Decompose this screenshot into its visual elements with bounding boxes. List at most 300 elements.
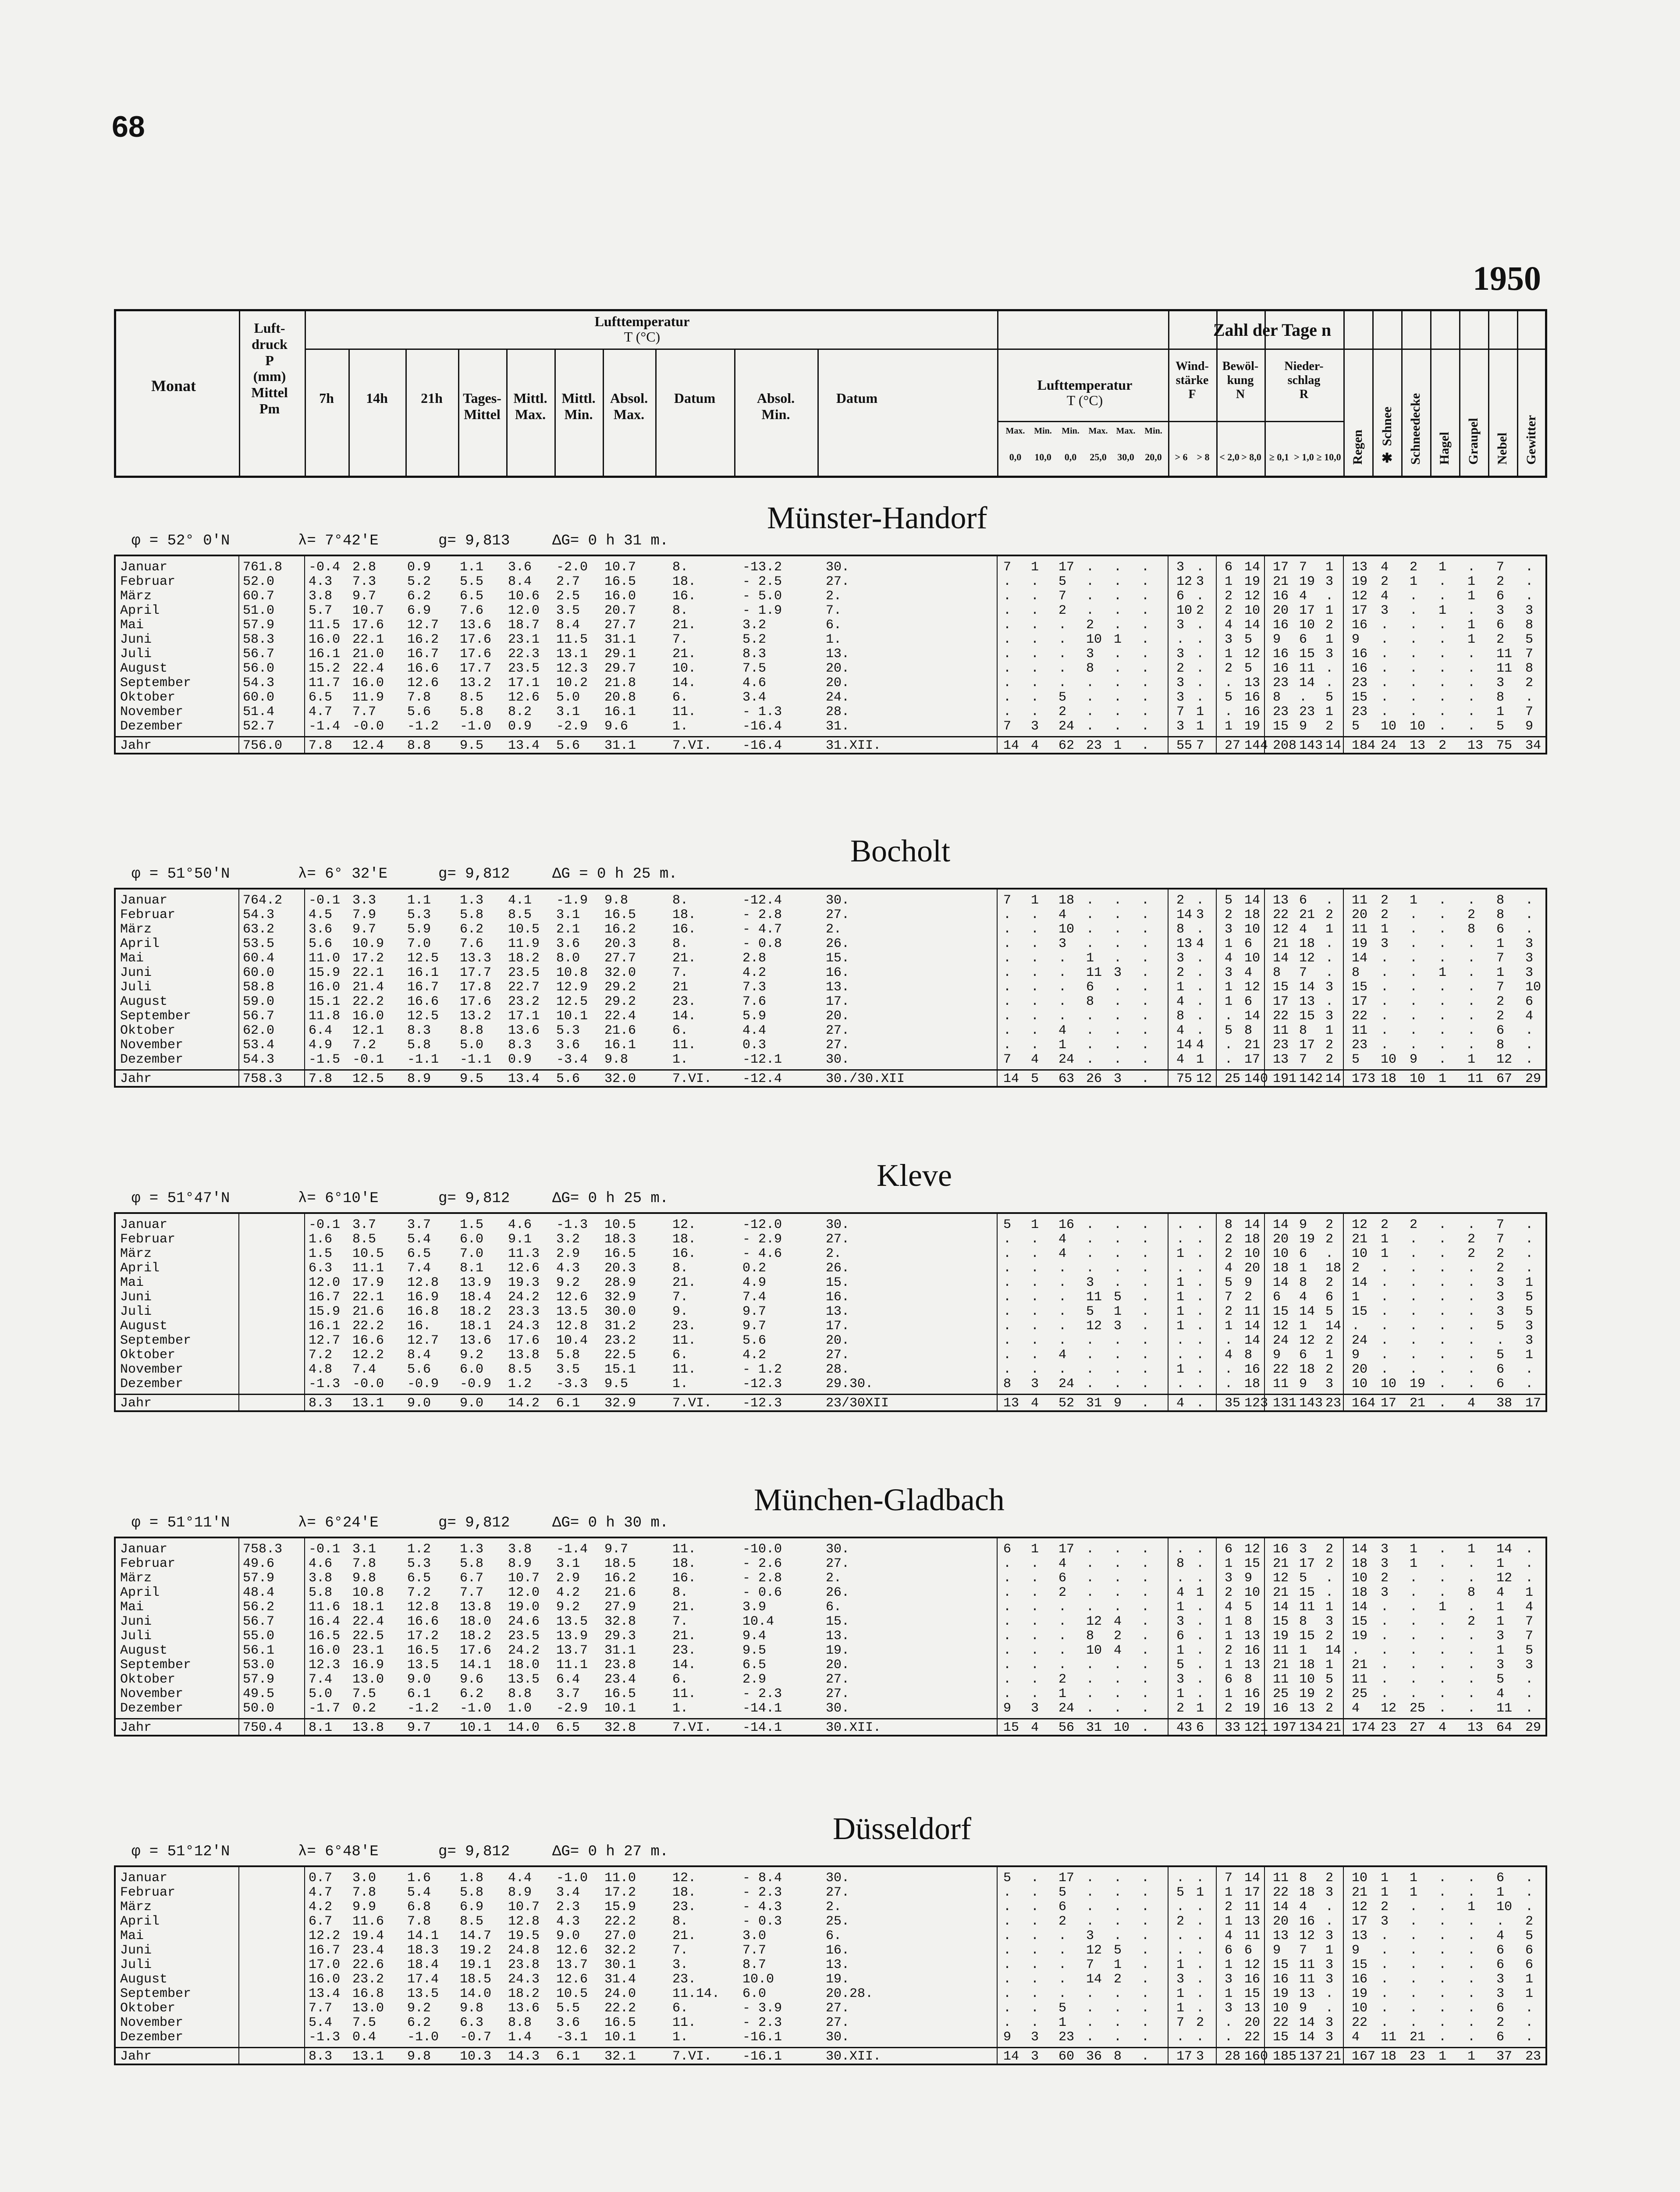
- table-cell: .: [1325, 1986, 1334, 2001]
- table-cell: 1: [1525, 1275, 1534, 1290]
- table-cell: 3: [1496, 1290, 1505, 1305]
- table-cell: 13.4: [508, 1071, 540, 1086]
- header-col-7: Datum: [674, 390, 716, 406]
- table-cell: 7.9: [352, 907, 376, 922]
- table-cell: 1: [1325, 632, 1334, 647]
- table-cell: .: [1141, 1261, 1150, 1276]
- table-cell: -1.3: [556, 1217, 588, 1232]
- table-cell: .: [1114, 1052, 1122, 1067]
- table-cell: 9.7: [742, 1304, 767, 1319]
- table-cell: 12.8: [508, 1914, 540, 1929]
- table-cell: 8.5: [508, 1362, 532, 1377]
- table-cell: .: [1086, 893, 1094, 908]
- table-cell: 2.3: [556, 1900, 580, 1914]
- table-cell: 758.3: [243, 1542, 283, 1557]
- table-cell: .: [1114, 1333, 1122, 1348]
- table-cell: 3: [1496, 1986, 1505, 2001]
- table-cell: 14: [1299, 2015, 1315, 2030]
- table-cell: 62: [1058, 738, 1075, 753]
- table-cell: 18.3: [604, 1232, 636, 1247]
- table-cell: .: [1196, 1643, 1204, 1658]
- table-cell: 31.1: [604, 632, 636, 647]
- table-cell: 11: [1496, 647, 1513, 662]
- table-cell: 22.4: [352, 1614, 384, 1629]
- table-cell: 8: [1114, 2049, 1122, 2064]
- table-cell: 10: [1244, 1246, 1261, 1261]
- table-cell: .: [1438, 922, 1447, 937]
- table-cell: .: [1196, 1687, 1204, 1701]
- table-cell: 7: [1003, 560, 1012, 575]
- table-cell: 8: [1244, 1023, 1253, 1038]
- table-cell: 6: [1525, 994, 1534, 1009]
- month-label: April: [120, 1261, 160, 1276]
- table-cell: 2.1: [556, 922, 580, 937]
- table-cell: 22.7: [508, 980, 540, 995]
- table-cell: 5: [1225, 893, 1233, 908]
- table-cell: 4.2: [742, 965, 767, 980]
- table-cell: 19.1: [460, 1957, 492, 1972]
- station-table: [114, 1537, 1547, 1737]
- table-row: [116, 1217, 1545, 1232]
- table-cell: .: [1141, 1929, 1150, 1943]
- table-cell: 3: [1325, 980, 1334, 995]
- table-cell: .: [1467, 1643, 1476, 1658]
- table-cell: .: [1196, 1290, 1204, 1305]
- table-cell: 5.5: [460, 574, 484, 589]
- table-cell: - 2.6: [742, 1556, 782, 1571]
- table-cell: 8: [1003, 1377, 1012, 1391]
- table-cell: 13: [1299, 1701, 1315, 1716]
- table-cell: 1: [1299, 1261, 1307, 1276]
- table-cell: 8: [1467, 1585, 1476, 1600]
- jahr-label: Jahr: [120, 1071, 152, 1086]
- table-cell: 5: [1114, 1290, 1122, 1305]
- table-cell: 5: [1176, 1658, 1185, 1672]
- table-cell: -12.1: [742, 1052, 782, 1067]
- table-cell: .: [1467, 1929, 1476, 1943]
- table-cell: .: [1031, 965, 1039, 980]
- table-cell: 12: [1086, 1614, 1102, 1629]
- table-cell: .: [1114, 1348, 1122, 1363]
- table-cell: 14: [1352, 1275, 1368, 1290]
- table-cell: .: [1058, 965, 1067, 980]
- month-label: Juni: [120, 1614, 152, 1629]
- table-cell: 7.8: [407, 1914, 431, 1929]
- table-cell: .: [1467, 603, 1476, 618]
- table-cell: 32.9: [604, 1290, 636, 1305]
- table-row: [116, 1986, 1545, 2001]
- table-cell: .: [1031, 603, 1039, 618]
- table-cell: 4: [1225, 1929, 1233, 1943]
- table-cell: 14: [1325, 1071, 1342, 1086]
- table-cell: .: [1410, 1658, 1418, 1672]
- table-cell: 15: [1273, 2030, 1289, 2045]
- table-cell: -1.5: [309, 1052, 341, 1067]
- table-cell: 756.0: [243, 738, 283, 753]
- table-cell: 15.: [826, 951, 850, 966]
- table-cell: 3: [1325, 2015, 1334, 2030]
- table-cell: 16: [1273, 661, 1289, 676]
- table-cell: 3: [1031, 719, 1039, 734]
- table-cell: 7.8: [352, 1885, 376, 1900]
- table-cell: .: [1525, 690, 1534, 705]
- table-cell: 13.6: [460, 1333, 492, 1348]
- table-cell: 12: [1244, 1542, 1261, 1557]
- table-cell: .: [1031, 1038, 1039, 1053]
- table-cell: 23.8: [604, 1658, 636, 1672]
- table-cell: 13: [1244, 1658, 1261, 1672]
- table-cell: 15.2: [309, 661, 341, 676]
- table-cell: 11.0: [309, 951, 341, 966]
- table-cell: .: [1410, 922, 1418, 937]
- table-cell: 8: [1176, 1009, 1185, 1024]
- table-cell: 15.1: [604, 1362, 636, 1377]
- table-cell: 8.9: [508, 1556, 532, 1571]
- table-cell: .: [1467, 1377, 1476, 1391]
- table-cell: 1: [1325, 603, 1334, 618]
- table-cell: .: [1496, 1333, 1505, 1348]
- table-cell: -3.4: [556, 1052, 588, 1067]
- table-cell: .: [1114, 893, 1122, 908]
- station-table: [114, 1865, 1547, 2065]
- table-cell: 4.9: [742, 1275, 767, 1290]
- table-cell: .: [1467, 1290, 1476, 1305]
- table-cell: 7.3: [742, 980, 767, 995]
- table-cell: 10: [1381, 719, 1397, 734]
- table-cell: 29.2: [604, 994, 636, 1009]
- table-cell: 2: [1381, 1217, 1389, 1232]
- table-cell: 1: [1225, 1914, 1233, 1929]
- table-cell: .: [1031, 951, 1039, 966]
- table-cell: 27: [1225, 738, 1241, 753]
- table-cell: 21: [1325, 1720, 1342, 1735]
- table-cell: 16.5: [604, 1687, 636, 1701]
- table-cell: 10: [1244, 922, 1261, 937]
- table-cell: 3: [1496, 1275, 1505, 1290]
- table-cell: 2: [1176, 1914, 1185, 1929]
- table-cell: 12.3: [556, 661, 588, 676]
- table-cell: .: [1467, 1687, 1476, 1701]
- table-cell: 6: [1176, 589, 1185, 604]
- table-cell: 8: [1496, 893, 1505, 908]
- table-cell: -2.9: [556, 1701, 588, 1716]
- table-cell: .: [1058, 661, 1067, 676]
- table-cell: - 2.8: [742, 907, 782, 922]
- table-cell: 12: [1299, 951, 1315, 966]
- table-cell: 21.: [672, 618, 696, 633]
- table-cell: 3.6: [309, 922, 333, 937]
- table-row: [116, 1643, 1545, 1658]
- table-cell: 1.: [672, 2030, 689, 2045]
- table-cell: 6.: [672, 2001, 689, 2016]
- month-label: Dezember: [120, 1701, 184, 1716]
- table-cell: 54.3: [243, 1052, 275, 1067]
- table-cell: 15.1: [309, 994, 341, 1009]
- table-cell: .: [1438, 690, 1447, 705]
- table-cell: .: [1086, 1261, 1094, 1276]
- table-cell: 14: [1496, 1542, 1513, 1557]
- table-cell: .: [1438, 1943, 1447, 1958]
- table-cell: - 8.4: [742, 1871, 782, 1886]
- table-cell: 14: [1003, 1071, 1019, 1086]
- table-cell: 30.XII.: [826, 1720, 881, 1735]
- table-row: [116, 1362, 1545, 1377]
- table-cell: 56.1: [243, 1643, 275, 1658]
- table-cell: 7.: [672, 1290, 689, 1305]
- table-row: [116, 1914, 1545, 1929]
- table-cell: 21.: [672, 1629, 696, 1644]
- table-cell: 6: [1225, 1542, 1233, 1557]
- table-cell: .: [1225, 705, 1233, 719]
- table-cell: 3: [1525, 936, 1534, 951]
- table-cell: .: [1141, 1672, 1150, 1687]
- table-cell: .: [1086, 1038, 1094, 1053]
- table-cell: 167: [1352, 2049, 1376, 2064]
- table-cell: .: [1467, 1009, 1476, 1024]
- table-cell: .: [1410, 1614, 1418, 1629]
- table-cell: 13: [1299, 994, 1315, 1009]
- table-cell: 14: [1273, 951, 1289, 966]
- table-cell: 21: [672, 980, 689, 995]
- table-cell: -0.1: [352, 1052, 384, 1067]
- table-cell: 20.8: [604, 690, 636, 705]
- table-cell: 10.3: [460, 2049, 492, 2064]
- table-row: [116, 1038, 1545, 1052]
- month-label: September: [120, 1658, 192, 1672]
- table-cell: .: [1467, 661, 1476, 676]
- table-cell: 11.: [672, 705, 696, 719]
- table-cell: 7.8: [407, 690, 431, 705]
- table-cell: - 0.3: [742, 1914, 782, 1929]
- table-cell: 10: [1352, 2001, 1368, 2016]
- table-cell: -16.4: [742, 719, 782, 734]
- table-cell: 20.: [826, 1333, 850, 1348]
- table-cell: 2: [1058, 705, 1067, 719]
- table-cell: 10: [1410, 1071, 1426, 1086]
- table-cell: 3: [1496, 1658, 1505, 1672]
- table-cell: 3: [1176, 951, 1185, 966]
- table-row: [116, 574, 1545, 589]
- table-cell: 14: [1244, 618, 1261, 633]
- table-cell: .: [1086, 1542, 1094, 1557]
- table-cell: 12.9: [556, 980, 588, 995]
- table-cell: 3.0: [742, 1929, 767, 1943]
- table-cell: 2: [1438, 738, 1447, 753]
- table-cell: .: [1176, 1943, 1185, 1958]
- table-cell: 8: [1496, 690, 1505, 705]
- table-cell: 22.2: [604, 1914, 636, 1929]
- table-cell: 16.0: [604, 589, 636, 604]
- table-cell: 12.7: [309, 1333, 341, 1348]
- header-vertical-5: Nebel: [1495, 432, 1510, 465]
- table-cell: 18: [1381, 2049, 1397, 2064]
- table-cell: 8.: [672, 1585, 689, 1600]
- table-cell: 28: [1225, 2049, 1241, 2064]
- table-cell: 1: [1196, 1885, 1204, 1900]
- table-cell: .: [1114, 1038, 1122, 1053]
- table-cell: .: [1141, 603, 1150, 618]
- table-cell: 16.6: [352, 1333, 384, 1348]
- table-cell: 27.: [826, 907, 850, 922]
- table-cell: 18.0: [508, 1658, 540, 1672]
- table-cell: .: [1196, 690, 1204, 705]
- table-cell: 1: [1496, 705, 1505, 719]
- table-cell: 1: [1438, 965, 1447, 980]
- table-cell: 3: [1225, 965, 1233, 980]
- table-cell: 4: [1031, 738, 1039, 753]
- table-cell: 23: [1381, 1720, 1397, 1735]
- table-cell: 4: [1058, 1556, 1067, 1571]
- table-cell: 9.1: [508, 1232, 532, 1247]
- table-cell: .: [1196, 1900, 1204, 1914]
- table-cell: .: [1003, 1914, 1012, 1929]
- table-cell: .: [1196, 980, 1204, 995]
- table-cell: 143: [1299, 738, 1323, 753]
- table-cell: 13.5: [407, 1986, 439, 2001]
- table-cell: 7: [1176, 705, 1185, 719]
- table-cell: .: [1114, 618, 1122, 633]
- table-cell: - 4.3: [742, 1900, 782, 1914]
- table-cell: 4: [1352, 2030, 1360, 2045]
- table-cell: .: [1086, 705, 1094, 719]
- table-cell: 4.7: [309, 1885, 333, 1900]
- table-cell: .: [1438, 907, 1447, 922]
- table-cell: 56.2: [243, 1600, 275, 1615]
- table-cell: 10: [1381, 1377, 1397, 1391]
- table-cell: 6.0: [742, 1986, 767, 2001]
- table-cell: 9: [1273, 632, 1281, 647]
- table-cell: 2: [1496, 1261, 1505, 1276]
- table-cell: 10.: [672, 661, 696, 676]
- table-cell: 10: [1352, 1571, 1368, 1586]
- table-cell: 2.: [826, 589, 842, 604]
- table-cell: .: [1176, 1333, 1185, 1348]
- header-sub-threshold: 0,0: [1009, 452, 1022, 463]
- table-cell: 2: [1325, 1052, 1334, 1067]
- table-cell: 23.5: [508, 1629, 540, 1644]
- table-cell: 11: [1273, 1023, 1289, 1038]
- table-cell: 2: [1496, 1246, 1505, 1261]
- table-cell: - 1.9: [742, 603, 782, 618]
- table-cell: 16: [1273, 618, 1289, 633]
- table-cell: -14.1: [742, 1701, 782, 1716]
- table-cell: 6.4: [309, 1023, 333, 1038]
- table-cell: 15: [1352, 980, 1368, 995]
- table-cell: 6: [1273, 1290, 1281, 1305]
- table-cell: .: [1410, 1009, 1418, 1024]
- table-cell: 11: [1381, 2030, 1397, 2045]
- table-cell: 23: [1525, 2049, 1541, 2064]
- table-cell: 1: [1410, 1556, 1418, 1571]
- table-cell: 16.1: [309, 647, 341, 662]
- table-cell: 21: [1273, 1585, 1289, 1600]
- header-zahl-der-tage: Zahl der Tage n: [1213, 320, 1332, 340]
- table-cell: 5.8: [460, 1885, 484, 1900]
- table-cell: .: [1176, 1377, 1185, 1391]
- table-cell: 25: [1410, 1701, 1426, 1716]
- table-cell: 9: [1525, 719, 1534, 734]
- table-cell: 26.: [826, 1585, 850, 1600]
- table-cell: .: [1114, 560, 1122, 575]
- table-cell: 1: [1325, 1600, 1334, 1615]
- table-cell: 13.: [826, 1957, 850, 1972]
- table-cell: 27.: [826, 2015, 850, 2030]
- table-cell: 7: [1225, 1290, 1233, 1305]
- table-cell: 1: [1438, 1600, 1447, 1615]
- table-cell: 5.8: [407, 1038, 431, 1053]
- table-cell: -1.7: [309, 1701, 341, 1716]
- table-cell: 1: [1381, 1871, 1389, 1886]
- table-cell: 4: [1114, 1614, 1122, 1629]
- table-cell: 8: [1086, 661, 1094, 676]
- table-cell: .: [1381, 1304, 1389, 1319]
- table-cell: 7: [1525, 705, 1534, 719]
- table-cell: 7.8: [309, 1071, 333, 1086]
- table-cell: .: [1381, 1348, 1389, 1363]
- table-cell: .: [1196, 632, 1204, 647]
- table-cell: 8: [1244, 1348, 1253, 1363]
- table-cell: .: [1141, 893, 1150, 908]
- table-cell: .: [1525, 1556, 1534, 1571]
- table-cell: 4: [1058, 1246, 1067, 1261]
- table-cell: 1: [1031, 1542, 1039, 1557]
- table-cell: .: [1525, 1232, 1534, 1247]
- table-cell: 8: [1299, 1871, 1307, 1886]
- table-cell: 24: [1273, 1333, 1289, 1348]
- table-cell: 9.5: [460, 738, 484, 753]
- table-cell: -12.4: [742, 1071, 782, 1086]
- table-cell: 5.6: [407, 705, 431, 719]
- table-cell: 3: [1176, 1614, 1185, 1629]
- table-cell: .: [1410, 1972, 1418, 1987]
- table-cell: 14: [1086, 1972, 1102, 1987]
- header-sub-threshold: > 8,0: [1241, 452, 1261, 463]
- table-cell: .: [1196, 1396, 1204, 1411]
- table-cell: 7.8: [309, 738, 333, 753]
- table-cell: 9.8: [352, 1571, 376, 1586]
- header-tage-lufttemp: Lufttemperatur: [1037, 377, 1133, 393]
- table-cell: 18.5: [604, 1556, 636, 1571]
- table-cell: 750.4: [243, 1720, 283, 1735]
- table-cell: .: [1086, 1914, 1094, 1929]
- table-cell: .: [1196, 1871, 1204, 1886]
- table-row: [116, 1377, 1545, 1391]
- table-cell: 24: [1352, 1333, 1368, 1348]
- table-cell: 16.8: [407, 1304, 439, 1319]
- table-cell: 1: [1176, 1319, 1185, 1334]
- table-cell: 16.5: [604, 574, 636, 589]
- table-cell: .: [1525, 1362, 1534, 1377]
- table-cell: .: [1525, 1217, 1534, 1232]
- table-cell: .: [1196, 1986, 1204, 2001]
- table-cell: -1.0: [556, 1871, 588, 1886]
- table-row: [116, 1614, 1545, 1629]
- table-cell: .: [1438, 951, 1447, 966]
- table-cell: 9.: [672, 1304, 689, 1319]
- table-cell: .: [1438, 936, 1447, 951]
- table-cell: 29.1: [604, 647, 636, 662]
- table-cell: 18.4: [460, 1290, 492, 1305]
- table-cell: .: [1141, 574, 1150, 589]
- table-cell: .: [1086, 690, 1094, 705]
- table-cell: 17.1: [508, 1009, 540, 1024]
- table-cell: .: [1141, 1052, 1150, 1067]
- table-cell: 10.4: [742, 1614, 774, 1629]
- table-cell: .: [1525, 1023, 1534, 1038]
- table-cell: 16.8: [352, 1986, 384, 2001]
- table-cell: .: [1438, 1701, 1447, 1716]
- table-cell: 8: [1467, 922, 1476, 937]
